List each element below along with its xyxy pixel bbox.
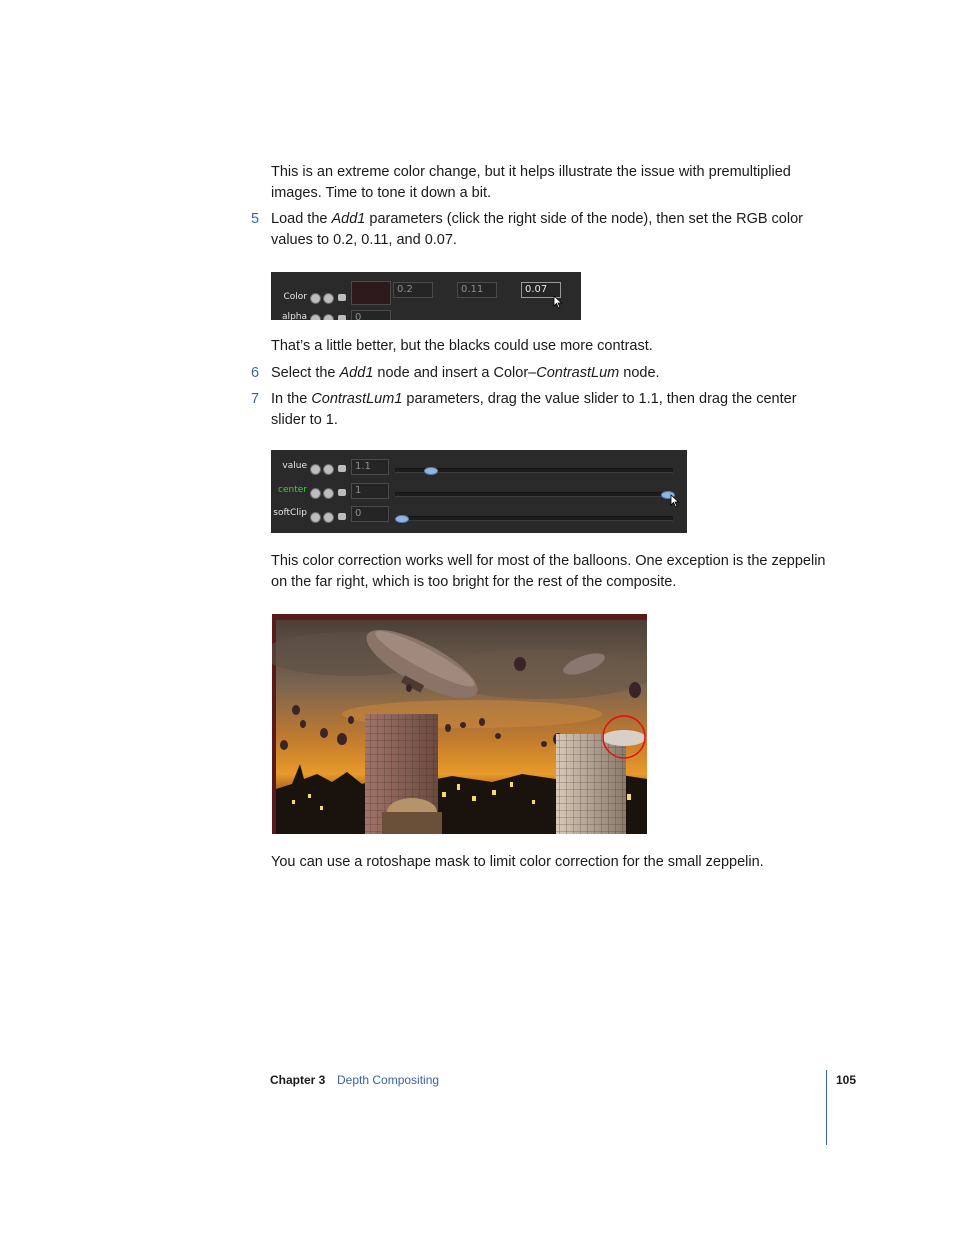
reset-icon[interactable] — [310, 488, 321, 499]
step-number: 6 — [251, 365, 260, 381]
alpha-value-field[interactable]: 0 — [351, 310, 391, 320]
body-paragraph: You can use a rotoshape mask to limit color correction for the small zeppelin. — [271, 854, 764, 870]
step-number: 7 — [251, 391, 260, 407]
reset-icon[interactable] — [310, 293, 321, 304]
blue-value-field[interactable]: 0.07 — [521, 282, 561, 298]
mouse-pointer-icon — [553, 295, 563, 309]
link-icon[interactable] — [323, 314, 334, 320]
softclip-label: softClip — [273, 508, 307, 518]
alpha-label: alpha — [282, 312, 307, 320]
value-slider-thumb[interactable] — [424, 467, 438, 475]
color-swatch[interactable] — [351, 281, 391, 305]
body-paragraph: This is an extreme color change, but it helps illustrate the issue with premultiplied images. Time to tone it down a bit. — [271, 164, 791, 201]
body-paragraph: That’s a little better, but the blacks could use more contrast. — [271, 338, 653, 354]
center-slider-track[interactable] — [395, 492, 673, 497]
footer-chapter-title: Depth Compositing — [337, 1073, 440, 1087]
value-field[interactable]: 1.1 — [351, 459, 389, 475]
lock-icon[interactable] — [338, 489, 346, 496]
footer-divider — [826, 1070, 827, 1145]
green-value-field[interactable]: 0.11 — [457, 282, 497, 298]
link-icon[interactable] — [323, 293, 334, 304]
contrastlum-parameter-panel — [271, 450, 687, 533]
reset-icon[interactable] — [310, 314, 321, 320]
step-text: In the ContrastLum1 parameters, drag the value slider to 1.1, then drag the center slider to 1. — [271, 391, 797, 428]
softclip-field[interactable]: 0 — [351, 506, 389, 522]
reset-icon[interactable] — [310, 512, 321, 523]
value-label: value — [282, 461, 307, 471]
mouse-pointer-icon — [670, 494, 680, 508]
zeppelin-city-render — [272, 614, 647, 834]
step-number: 5 — [251, 211, 260, 227]
body-paragraph: This color correction works well for most of the balloons. One exception is the zeppelin on the far right, which is too bright for the rest of the composite. — [271, 553, 826, 590]
lock-icon[interactable] — [338, 315, 346, 320]
add1-parameter-panel — [271, 272, 581, 320]
lock-icon[interactable] — [338, 465, 346, 472]
center-field[interactable]: 1 — [351, 483, 389, 499]
lock-icon[interactable] — [338, 513, 346, 520]
composite-image — [272, 614, 647, 834]
footer-chapter: Chapter 3 — [270, 1073, 326, 1087]
step-text: Select the Add1 node and insert a Color–ContrastLum node. — [271, 365, 660, 381]
red-value-field[interactable]: 0.2 — [393, 282, 433, 298]
center-label: center — [278, 485, 307, 495]
link-icon[interactable] — [323, 488, 334, 499]
reset-icon[interactable] — [310, 464, 321, 475]
softclip-slider-thumb[interactable] — [395, 515, 409, 523]
link-icon[interactable] — [323, 464, 334, 475]
step-text: Load the Add1 parameters (click the right side of the node), then set the RGB color values to 0.2, 0.11, and 0.07. — [271, 211, 803, 248]
page-number: 105 — [836, 1073, 857, 1087]
color-label: Color — [283, 292, 307, 302]
lock-icon[interactable] — [338, 294, 346, 301]
softclip-slider-track[interactable] — [395, 516, 673, 521]
link-icon[interactable] — [323, 512, 334, 523]
